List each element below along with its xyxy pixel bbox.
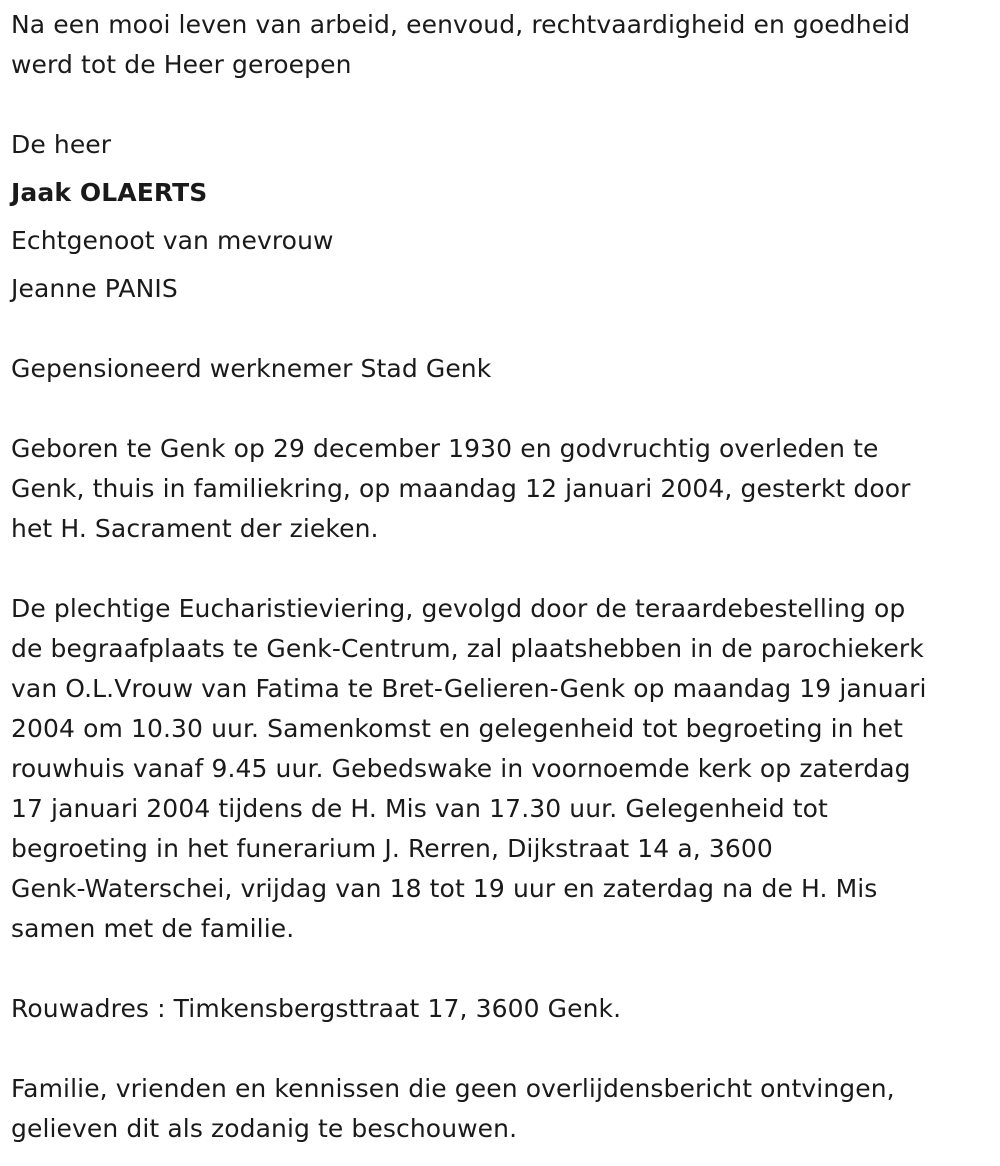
intro-line: werd tot de Heer geroepen — [11, 50, 352, 79]
ceremony-line: De plechtige Eucharistieviering, gevolgd door de teraardebestelling op — [11, 594, 906, 623]
intro-paragraph — [11, 5, 986, 85]
ceremony-line: 2004 om 10.30 uur. Samenkomst en gelegenheid tot begroeting in het — [11, 714, 903, 743]
spouse-name-text: Jeanne PANIS — [11, 274, 178, 303]
birth-death-line: Geboren te Genk op 29 december 1930 en godvruchtig overleden te — [11, 434, 879, 463]
ceremony-line: begroeting in het funerarium J. Rerren, Dijkstraat 14 a, 3600 — [11, 834, 773, 863]
ceremony-line: samen met de familie. — [11, 914, 295, 943]
title-prefix-text: De heer — [11, 130, 112, 159]
spouse-label — [11, 221, 986, 261]
birth-death-line: Genk, thuis in familiekring, op maandag 12 januari 2004, gesterkt door — [11, 474, 911, 503]
spouse-label-text: Echtgenoot van mevrouw — [11, 226, 334, 255]
deceased-name — [11, 173, 986, 213]
ceremony-line: de begraafplaats te Genk-Centrum, zal plaatshebben in de parochiekerk — [11, 634, 924, 663]
mourning-address — [11, 989, 986, 1029]
birth-death-line: het H. Sacrament der zieken. — [11, 514, 379, 543]
occupation — [11, 349, 986, 389]
intro-line: Na een mooi leven van arbeid, eenvoud, rechtvaardigheid en goedheid — [11, 10, 911, 39]
mourning-address-text: Rouwadres : Timkensbergsttraat 17, 3600 Genk. — [11, 994, 622, 1023]
occupation-text: Gepensioneerd werknemer Stad Genk — [11, 354, 492, 383]
deceased-name-text: Jaak OLAERTS — [11, 178, 208, 207]
spouse-name — [11, 269, 986, 309]
closing-paragraph — [11, 1069, 986, 1149]
closing-line: Familie, vrienden en kennissen die geen overlijdensbericht ontvingen, — [11, 1074, 895, 1103]
ceremony-line: rouwhuis vanaf 9.45 uur. Gebedswake in voornoemde kerk op zaterdag — [11, 754, 911, 783]
ceremony-line: Genk-Waterschei, vrijdag van 18 tot 19 uur en zaterdag na de H. Mis — [11, 874, 878, 903]
birth-death-paragraph — [11, 429, 986, 549]
ceremony-line: 17 januari 2004 tijdens de H. Mis van 17.30 uur. Gelegenheid tot — [11, 794, 828, 823]
closing-line: gelieven dit als zodanig te beschouwen. — [11, 1114, 518, 1143]
ceremony-line: van O.L.Vrouw van Fatima te Bret-Gelieren-Genk op maandag 19 januari — [11, 674, 927, 703]
title-prefix — [11, 125, 986, 165]
ceremony-paragraph — [11, 589, 986, 949]
